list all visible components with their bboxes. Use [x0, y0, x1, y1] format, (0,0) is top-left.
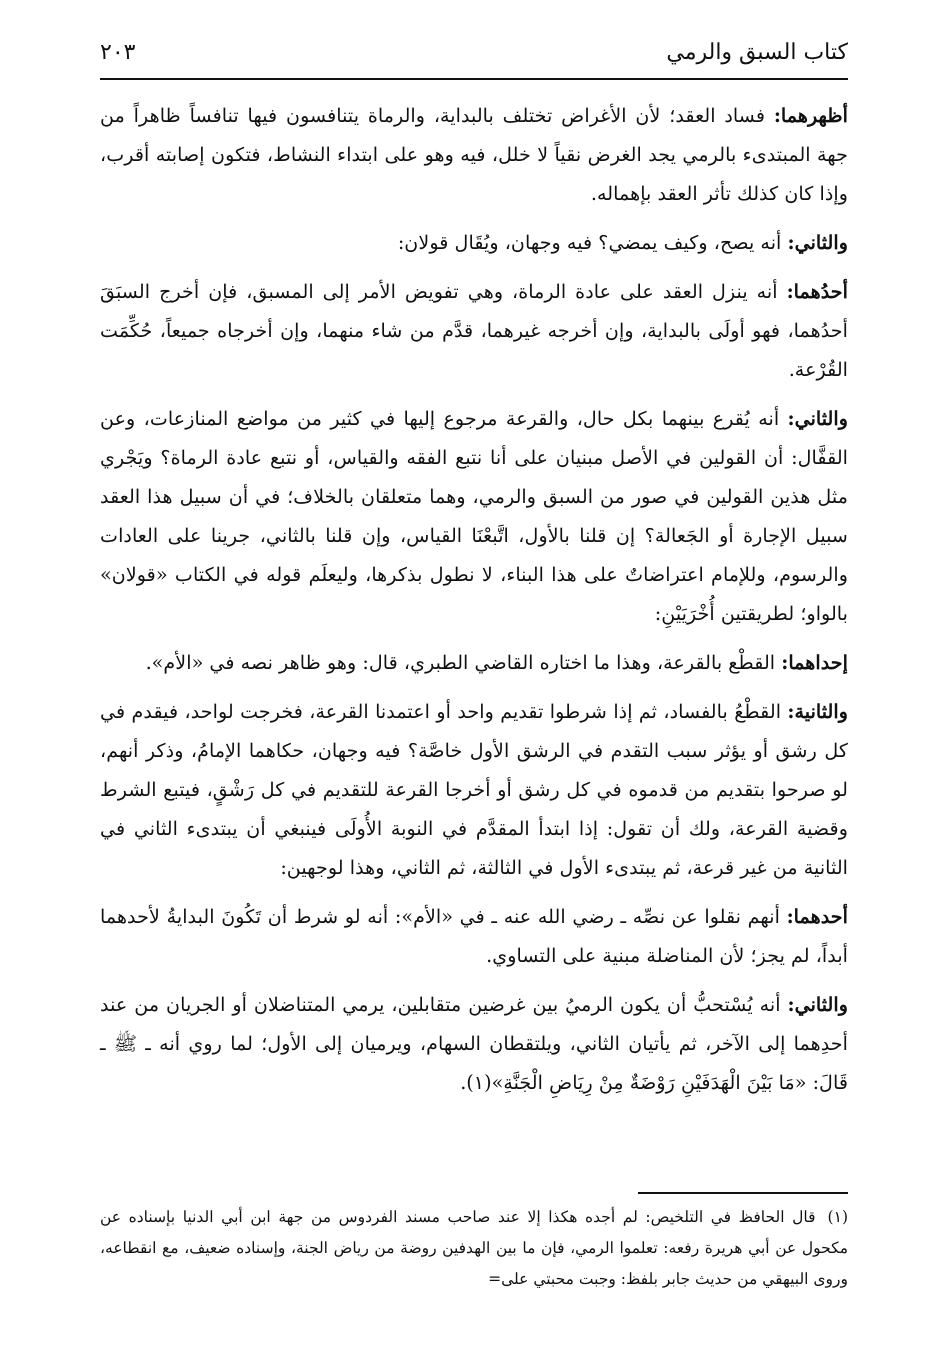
footnote — [100, 1202, 848, 1295]
paragraph-text: فساد العقد؛ لأن الأغراض تختلف بالبداية، والرماة يتنافسون فيها تنافساً ظاهراً من جهة المبتدىء بالرمي يجد الغرض نقياً لا خلل، فيه وهو على ابتداء النشاط، فتكون إصابته أقرب، وإذا كان كذلك تأثر العقد بإهماله. — [100, 104, 848, 205]
paragraph — [100, 272, 848, 389]
paragraph-text: أنه يُقرع بينهما بكل حال، والقرعة مرجوع إليها في كثير من مواضع المنازعات، وعن القفَّال: أن القولين في الأصل مبنيان على أنا نتبع الفقه والقياس، أو نتبع عادة الرماة؟ ويَجْري مثل هذين القولين في صور من السبق والرمي، وهما متعلقان بالخلاف؛ في أن سبيل هذا العقد سبيل الإجارة أو الجَعالة؟ إن قلنا بالأول، اتَّبعْنَا القياس، وإن قلنا بالثاني، جرينا على العادات والرسوم، وللإمام اعتراضاتٌ على هذا البناء، لا نطول بذكرها، وليعلَم قوله في الكتاب «قولان» بالواو؛ لطريقتين أُخْرَيَيْنِ: — [100, 407, 848, 625]
paragraph-text: أنه ينزل العقد على عادة الرماة، وهي تفويض الأمر إلى المسبق، فإن أخرج السبَقَ أحدُهما، فهو أولَى بالبداية، وإن أخرجه غيرهما، قدَّم من شاء منهما، وإن أخرجاه جميعاً، حُكِّمَت القُرْعة. — [100, 280, 848, 381]
paragraph — [100, 897, 848, 975]
paragraph-text: القطْع بالقرعة، وهذا ما اختاره القاضي الطبري، قال: وهو ظاهر نصه في «الأم». — [145, 651, 782, 674]
running-title: كتاب السبق والرمي — [666, 39, 848, 65]
paragraph-text: أنه يُسْتحبُّ أن يكون الرميُ بين غرضين متقابلين، يرمي المتناضلان أو الجريان من عند أحدِهما إلى الآخر، ثم يأتيان الثاني، ويلتقطان السهام، ويرميان إلى الأول؛ لما روي أنه ـ ﷺ ـ قَالَ: «مَا بَيْنَ الْهَدَفَيْنِ رَوْضَةٌ مِنْ رِيَاضِ الْجَنَّةِ»(١). — [100, 993, 848, 1094]
paragraph-text: القطْعُ بالفساد، ثم إذا شرطوا تقديم واحد أو اعتمدنا القرعة، فخرجت لواحد، فيقدم في كل رشق أو يؤثر سبب التقدم في الرشق الأول خاصَّة؟ فيه وجهان، حكاهما الإمامُ، وذكر أنهم، لو صرحوا بتقديم من قدموه في كل رشق أو أخرجا القرعة للتقديم في كل رَشْقٍ، فيتبع الشرط وقضية القرعة، ولك أن تقول: إذا ابتدأ المقدَّم في النوبة الأُولَى فينبغي أن يبتدىء الثاني في الثانية من غير قرعة، ثم يبتدىء الأول في الثالثة، ثم الثاني، وهذا لوجهين: — [100, 700, 848, 879]
paragraph — [100, 96, 848, 213]
main-text — [100, 96, 848, 1112]
paragraph-text: أنهم نقلوا عن نصِّه ـ رضي الله عنه ـ في «الأم»: أنه لو شرط أن تَكُونَ البدايةُ لأحدهما أبداً، لم يجز؛ لأن المناضلة مبنية على التساوي. — [100, 905, 848, 967]
paragraph-lead: والثانية: — [787, 700, 848, 723]
paragraph — [100, 692, 848, 887]
page-header — [100, 30, 848, 74]
paragraph — [100, 223, 848, 262]
header-divider — [100, 78, 848, 80]
paragraph-lead: أظهرهما: — [773, 104, 848, 127]
page-number: ٢٠٣ — [100, 39, 136, 65]
paragraph-lead: أحدهما: — [786, 905, 848, 928]
book-page — [100, 30, 848, 1330]
paragraph — [100, 643, 848, 682]
paragraph-text: أنه يصح، وكيف يمضي؟ فيه وجهان، ويُقَال قولان: — [397, 231, 788, 254]
paragraph-lead: والثاني: — [787, 231, 848, 254]
paragraph — [100, 985, 848, 1102]
paragraph-lead: والثاني: — [787, 407, 848, 430]
footnote-text: قال الحافظ في التلخيص: لم أجده هكذا إلا عند صاحب مسند الفردوس من جهة ابن أبي الدنيا بإسناده عن مكحول عن أبي هريرة رفعه: تعلموا الرمي، فإن ما بين الهدفين روضة من رياض الجنة، وإسناده ضعيف، مع انقطاعه، وروى البيهقي من حديث جابر بلفظ: وجبت محبتي على= — [100, 1208, 848, 1288]
paragraph-lead: والثاني: — [787, 993, 848, 1016]
footnote-divider — [638, 1192, 848, 1194]
paragraph — [100, 399, 848, 633]
paragraph-lead: أحدُهما: — [786, 280, 848, 303]
paragraph-lead: إحداهما: — [781, 651, 848, 674]
footnote-number: (١) — [827, 1208, 848, 1226]
